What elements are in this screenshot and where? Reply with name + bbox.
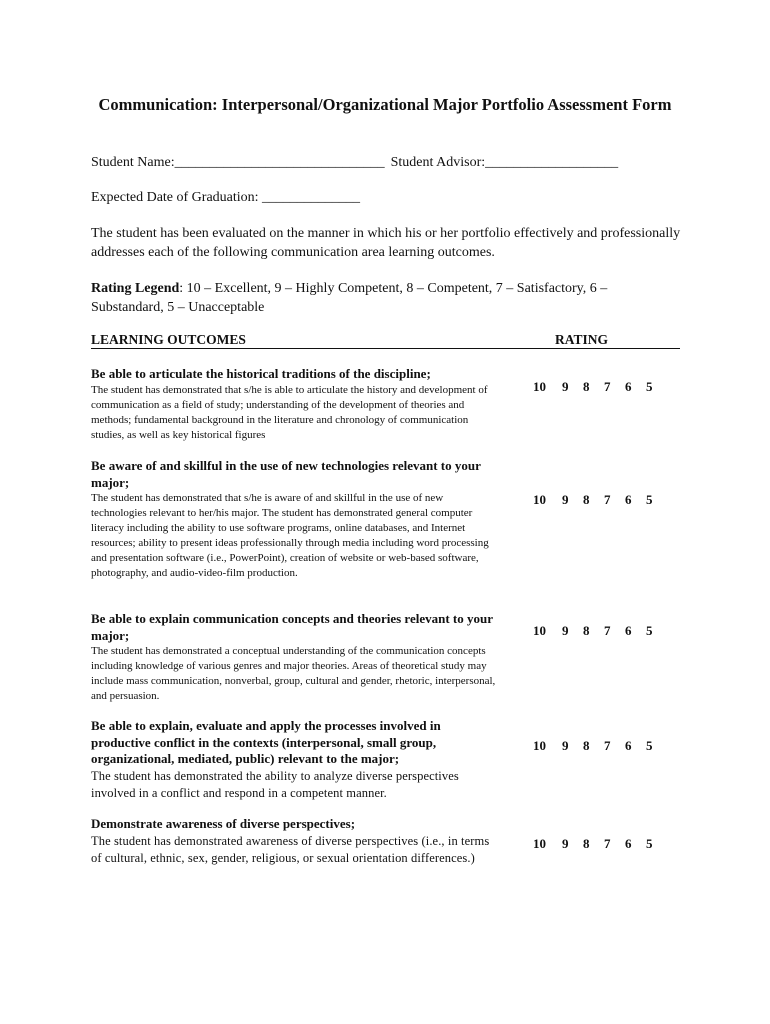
student-advisor-label: Student Advisor:: [390, 155, 486, 170]
rating-option-10[interactable]: 10: [533, 492, 546, 507]
rating-option-5[interactable]: 5: [646, 492, 653, 507]
rating-option-5[interactable]: 5: [646, 738, 653, 753]
rating-legend: [91, 279, 681, 317]
outcomes-header-row: [91, 332, 680, 349]
outcome-item: [91, 458, 497, 581]
outcome-description: The student has demonstrated a conceptual understanding of the communication concepts including knowledge of various genres and major theories. Areas of theoretical study may include mass communication, nonverbal, group, cultural and gender, rhetoric, interpersonal, and persuasion.: [91, 645, 496, 702]
rating-option-10[interactable]: 10: [533, 379, 546, 394]
rating-option-8[interactable]: 8: [583, 379, 590, 394]
outcome-description: The student has demonstrated the ability to analyze diverse perspectives involved in a conflict and respond in a competent manner.: [91, 768, 459, 800]
rating-option-6[interactable]: 6: [625, 836, 632, 851]
rating-option-6[interactable]: 6: [625, 492, 632, 507]
graduation-blank[interactable]: ______________: [262, 190, 361, 205]
rating-option-7[interactable]: 7: [604, 738, 611, 753]
rating-option-8[interactable]: 8: [583, 836, 590, 851]
rating-option-5[interactable]: 5: [646, 623, 653, 638]
outcome-title: Be able to explain, evaluate and apply the processes involved in productive conflict in the contexts (interpersonal, small group, organizational, mediated, public) relevant to the major;: [91, 718, 441, 766]
rating-option-6[interactable]: 6: [625, 379, 632, 394]
rating-legend-text: : 10 – Excellent, 9 – Highly Competent, 8 – Competent, 7 – Satisfactory, 6 – Substandard, 5 – Unacceptable: [91, 281, 608, 315]
rating-option-6[interactable]: 6: [625, 623, 632, 638]
student-name-line: [91, 154, 618, 172]
rating-option-7[interactable]: 7: [604, 836, 611, 851]
graduation-line: [91, 189, 360, 207]
rating-option-8[interactable]: 8: [583, 623, 590, 638]
rating-option-5[interactable]: 5: [646, 379, 653, 394]
outcome-item: [91, 718, 497, 802]
outcome-description: The student has demonstrated that s/he is able to articulate the history and development of communication as a field of study; understanding of the development of theories and methods; fundamental background in the literature and chronology of communication studies, as well as key historical figures: [91, 383, 488, 441]
learning-outcomes-header: LEARNING OUTCOMES: [91, 332, 246, 347]
rating-option-10[interactable]: 10: [533, 836, 546, 851]
outcome-item: [91, 366, 497, 443]
rating-option-7[interactable]: 7: [604, 623, 611, 638]
rating-legend-label: Rating Legend: [91, 281, 180, 296]
form-title: Communication: Interpersonal/Organizational Major Portfolio Assessment Form: [98, 95, 672, 114]
outcome-title: Be able to articulate the historical traditions of the discipline;: [91, 366, 431, 381]
student-name-blank[interactable]: ______________________________: [174, 155, 385, 170]
outcome-title: Be aware of and skillful in the use of new technologies relevant to your major;: [91, 458, 481, 490]
student-name-label: Student Name:: [91, 155, 175, 170]
outcome-item: [91, 611, 497, 704]
rating-option-5[interactable]: 5: [646, 836, 653, 851]
rating-option-9[interactable]: 9: [562, 379, 569, 394]
outcome-item: [91, 816, 497, 867]
rating-option-9[interactable]: 9: [562, 623, 569, 638]
rating-option-7[interactable]: 7: [604, 492, 611, 507]
rating-option-9[interactable]: 9: [562, 492, 569, 507]
outcome-description: The student has demonstrated awareness of diverse perspectives (i.e., in terms of cultural, ethnic, sex, gender, religious, or sexual orientation differences.): [91, 833, 490, 865]
rating-option-10[interactable]: 10: [533, 738, 546, 753]
rating-option-8[interactable]: 8: [583, 738, 590, 753]
outcome-title: Demonstrate awareness of diverse perspectives;: [91, 816, 356, 831]
intro-text: The student has been evaluated on the manner in which his or her portfolio effectively and professionally addresses each of the following communication area learning outcomes.: [91, 226, 681, 260]
outcome-description: The student has demonstrated that s/he is aware of and skillful in the use of new technologies relevant to her/his major. The student has demonstrated general computer literacy including the ability to use software programs, online databases, and Internet resources; ability to present ideas professionally through media including word processing and presentation software (i.e., PowerPoint), creation of website or web-based software, photography, and audio-video-film production.: [91, 492, 489, 579]
rating-option-9[interactable]: 9: [562, 836, 569, 851]
rating-option-7[interactable]: 7: [604, 379, 611, 394]
rating-option-8[interactable]: 8: [583, 492, 590, 507]
outcome-title: Be able to explain communication concepts and theories relevant to your major;: [91, 611, 493, 643]
student-advisor-blank[interactable]: ___________________: [485, 155, 619, 170]
graduation-label: Expected Date of Graduation:: [91, 190, 259, 205]
rating-option-9[interactable]: 9: [562, 738, 569, 753]
rating-option-6[interactable]: 6: [625, 738, 632, 753]
rating-header: RATING: [555, 332, 609, 347]
rating-option-10[interactable]: 10: [533, 623, 546, 638]
